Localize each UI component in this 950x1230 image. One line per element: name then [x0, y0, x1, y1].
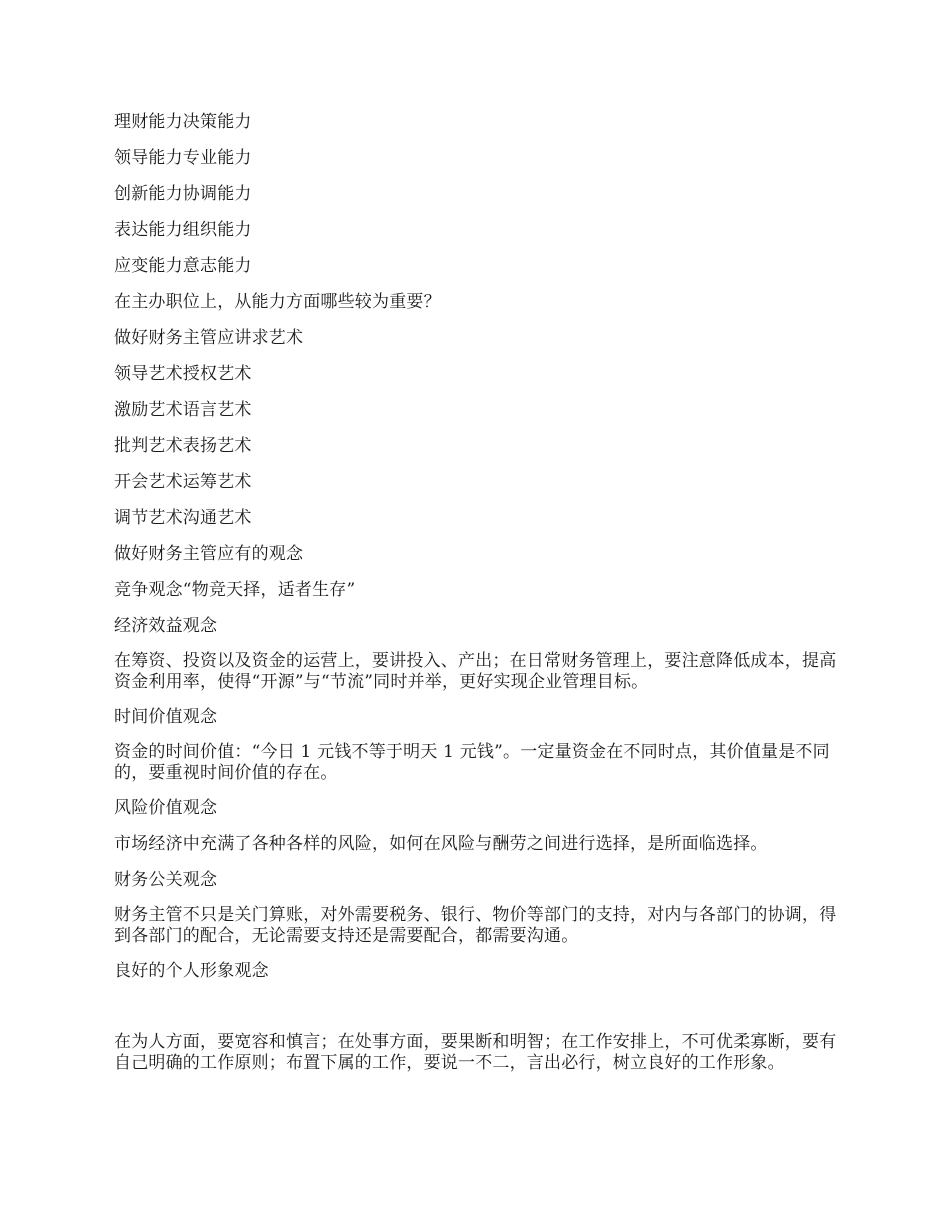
paragraph-12: 调节艺术沟通艺术: [114, 508, 252, 528]
risk-value-text: 市场经济中充满了各种各样的风险，如何在风险与酬劳之间进行选择，是所面临选择。: [114, 834, 768, 854]
paragraph-10: 批判艺术表扬艺术: [114, 436, 252, 456]
public-relations-heading: 财务公关观念: [114, 870, 218, 890]
blank-space: [114, 996, 844, 1032]
time-value-text: 资金的时间价值：“今日 1 元钱不等于明天 1 元钱”。一定量资金在不同时点，其价值量是不同的，要重视时间价值的存在。: [114, 742, 830, 783]
public-relations-text: 财务主管不只是关门算账，对外需要税务、银行、物价等部门的支持，对内与各部门的协调，得到各部门的配合，无论需要支持还是需要配合，都需要沟通。: [114, 905, 837, 946]
art-heading: 做好财务主管应讲求艺术: [114, 328, 304, 348]
risk-value-heading: 风险价值观念: [114, 798, 218, 818]
economic-benefit-text: 在筹资、投资以及资金的运营上，要讲投入、产出；在日常财务管理上，要注意降低成本，提高资金利用率，使得“开源”与“节流”同时并举，更好实现企业管理目标。: [114, 651, 837, 692]
paragraph-2: 领导能力专业能力: [114, 148, 252, 168]
personal-image-heading: 良好的个人形象观念: [114, 961, 269, 981]
personal-image-text: 在为人方面，要宽容和慎言；在处事方面，要果断和明智；在工作安排上，不可优柔寡断，要有自己明确的工作原则；布置下属的工作，要说一不二，言出必行，树立良好的工作形象。: [114, 1032, 837, 1073]
paragraph-11: 开会艺术运筹艺术: [114, 472, 252, 492]
paragraph-9: 激励艺术语言艺术: [114, 400, 252, 420]
paragraph-5: 应变能力意志能力: [114, 256, 252, 276]
economic-benefit-heading: 经济效益观念: [114, 616, 218, 636]
document-page: [114, 111, 844, 1087]
concept-heading: 做好财务主管应有的观念: [114, 544, 304, 564]
paragraph-4: 表达能力组织能力: [114, 220, 252, 240]
paragraph-8: 领导艺术授权艺术: [114, 364, 252, 384]
paragraph-3: 创新能力协调能力: [114, 184, 252, 204]
question-heading: 在主办职位上，从能力方面哪些较为重要？: [114, 292, 441, 312]
time-value-heading: 时间价值观念: [114, 707, 218, 727]
paragraph-1: 理财能力决策能力: [114, 112, 252, 132]
competition-concept: 竞争观念“物竞天择，适者生存”: [114, 580, 356, 600]
